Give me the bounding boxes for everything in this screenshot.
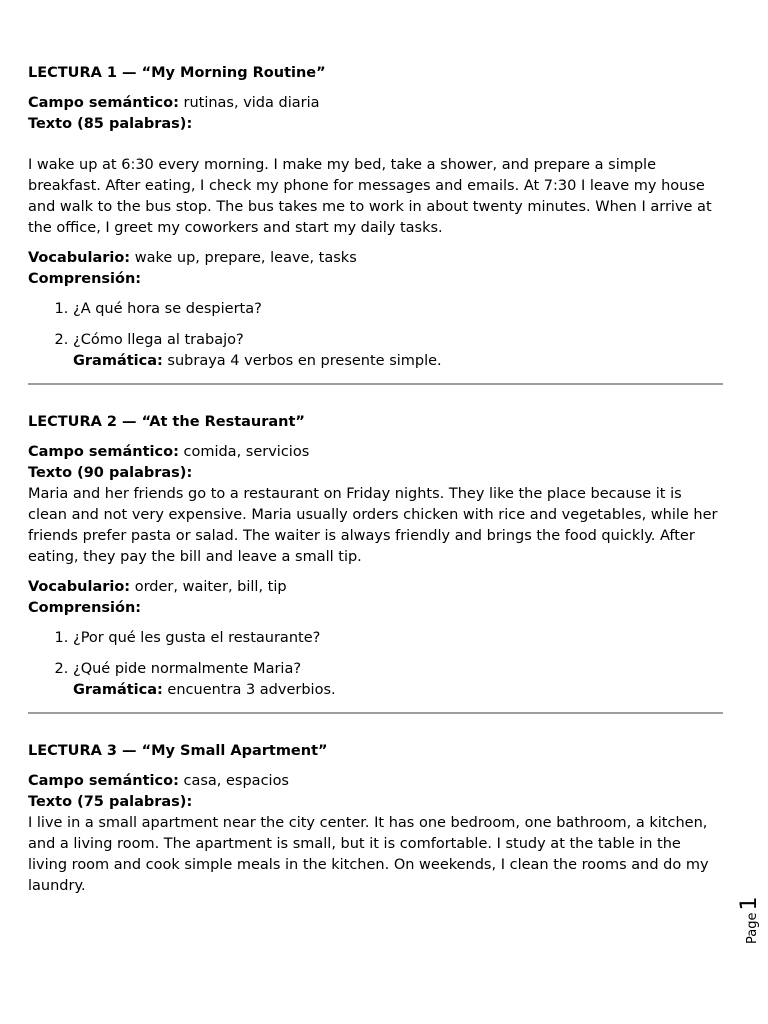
vocabulario (28, 577, 724, 598)
texto-body: I live in a small apartment near the city center. It has one bedroom, one bathroom, a kitchen, and a living room. The apartment is small, but it is comfortable. I study at the table in the living room and cook simple meals in the kitchen. On weekends, I clean the rooms and do my laundry. (28, 815, 709, 894)
section-divider (28, 712, 723, 714)
page-word: Page (745, 912, 760, 944)
campo-semantico (28, 442, 724, 463)
campo-semantico (28, 771, 724, 792)
gramatica (73, 680, 724, 701)
texto-body: I wake up at 6:30 every morning. I make my bed, take a shower, and prepare a simple breakfast. After eating, I check my phone for messages and emails. At 7:30 I leave my house and walk to the bus stop. The bus takes me to work in about twenty minutes. When I arrive at the office, I greet my coworkers and start my daily tasks. (28, 157, 712, 236)
texto-label: Texto (90 palabras): (28, 465, 193, 481)
vocab-label: Vocabulario: (28, 250, 131, 266)
vocabulario (28, 248, 724, 269)
lectura-title: LECTURA 3 — “My Small Apartment” (28, 743, 328, 759)
gram-value: subraya 4 verbos en presente simple. (162, 353, 442, 369)
campo-value: comida, servicios (178, 444, 310, 460)
texto-label: Texto (85 palabras): (28, 116, 193, 132)
campo-label: Campo semántico: (28, 773, 179, 789)
texto-body: Maria and her friends go to a restaurant on Friday nights. They like the place because it is clean and not very expensive. Maria usually orders chicken with rice and vegetables, while her friends prefer pasta or salad. The waiter is always friendly and brings the food quickly. After eating, they pay the bill and leave a small tip. (28, 486, 718, 565)
lectura-1 (28, 62, 724, 372)
document-page (28, 62, 724, 897)
lectura-2 (28, 411, 724, 701)
gram-label: Gramática: (73, 353, 163, 369)
page-number-value: 1 (737, 896, 762, 911)
section-divider (28, 383, 723, 385)
campo-value: rutinas, vida diaria (178, 95, 320, 111)
question-item: 2. ¿Qué pide normalmente Maria? (73, 659, 724, 680)
question-item: 2. ¿Cómo llega al trabajo? (73, 330, 724, 351)
comprension-label: Comprensión: (28, 271, 142, 287)
lectura-title: LECTURA 2 — “At the Restaurant” (28, 414, 305, 430)
gramatica (73, 351, 724, 372)
question-item: 1. ¿A qué hora se despierta? (73, 299, 724, 320)
vocab-value: wake up, prepare, leave, tasks (130, 250, 357, 266)
campo-label: Campo semántico: (28, 95, 179, 111)
question-list (28, 299, 724, 351)
vocab-label: Vocabulario: (28, 579, 131, 595)
question-item: 1. ¿Por qué les gusta el restaurante? (73, 628, 724, 649)
comprension-label: Comprensión: (28, 600, 142, 616)
texto-label: Texto (75 palabras): (28, 794, 193, 810)
campo-value: casa, espacios (178, 773, 289, 789)
campo-label: Campo semántico: (28, 444, 179, 460)
lectura-3 (28, 740, 724, 897)
gram-label: Gramática: (73, 682, 163, 698)
question-list (28, 628, 724, 680)
lectura-title: LECTURA 1 — “My Morning Routine” (28, 65, 326, 81)
gram-value: encuentra 3 adverbios. (162, 682, 336, 698)
vocab-value: order, waiter, bill, tip (130, 579, 287, 595)
page-number (737, 897, 762, 944)
campo-semantico (28, 93, 724, 114)
